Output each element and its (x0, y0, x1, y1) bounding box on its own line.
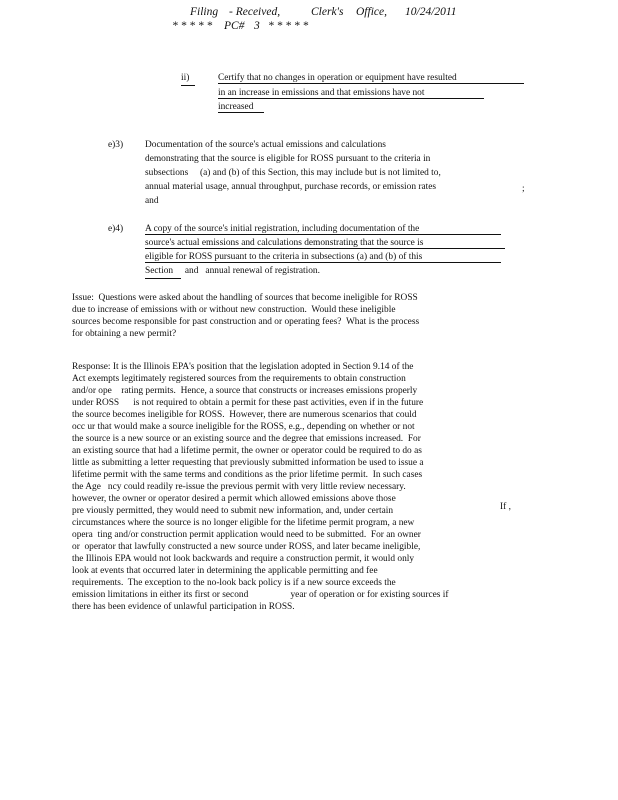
item-e4-line: Section and annual renewal of registration. (145, 266, 320, 276)
response-line: under ROSS is not required to obtain a permit for these past activities, even if in the future (72, 398, 424, 408)
item-e3-marker: e)3) (108, 140, 124, 150)
response-line: an existing source that had a lifetime permit, the owner or operator could be required to do as (72, 446, 422, 456)
item-ii-marker-underline (181, 85, 195, 86)
header-office: Office, (356, 6, 387, 18)
item-e3-line: Documentation of the source's actual emissions and calculations (145, 140, 386, 150)
item-e4-marker: e)4) (108, 224, 124, 234)
item-ii-line: increased (218, 103, 264, 113)
response-line: and/or ope rating permits. Hence, a source that constructs or increases emissions properly (72, 386, 418, 396)
header-date: 10/24/2011 (405, 6, 457, 18)
header-filing: Filing (190, 6, 219, 18)
response-stray-if: If , (500, 502, 511, 512)
item-e4-section-underline (145, 278, 181, 279)
item-e4-line: A copy of the source's initial registration, including documentation of the (145, 225, 501, 235)
item-e4-line: eligible for ROSS pursuant to the criteria in subsections (a) and (b) of this (145, 253, 501, 263)
response-line: Act exempts legitimately registered sources from the requirements to obtain construction (72, 374, 406, 384)
response-line: the source becomes ineligible for ROSS. However, there are numerous scenarios that could (72, 410, 417, 420)
response-line: emission limitations in either its first or second year of operation or for existing sources if (72, 590, 449, 600)
header-pc-number: 3 (254, 20, 260, 32)
header-clerks: Clerk's (311, 6, 344, 18)
item-ii-line: Certify that no changes in operation or equipment have resulted (218, 74, 524, 84)
response-line: little as submitting a letter requesting that previously submitted information be used to issue a (72, 458, 424, 468)
item-ii-marker: ii) (181, 73, 190, 83)
response-line: the source is a new source or an existing source and the degree that emissions increased. For (72, 434, 421, 444)
response-line: requirements. The exception to the no-look back policy is if a new source exceeds the (72, 578, 396, 588)
issue-line: for obtaining a new permit? (72, 329, 177, 339)
issue-line: Issue: Questions were asked about the handling of sources that become ineligible for ROSS (72, 293, 418, 303)
response-line: pre viously permitted, they would need to submit new information, and, under certain (72, 506, 394, 516)
response-line: occ ur that would make a source ineligible for the ROSS, e.g., depending on whether or not (72, 422, 415, 432)
item-e4-line: source's actual emissions and calculations demonstrating that the source is (145, 239, 505, 249)
item-e3-line: subsections (a) and (b) of this Section, this may include but is not limited to, (145, 168, 441, 178)
response-line: circumstances where the source is no longer eligible for the lifetime permit program, a new (72, 518, 415, 528)
item-e3-line: and (145, 196, 159, 206)
response-line: opera ting and/or construction permit application would need to be submitted. For an owner (72, 530, 421, 540)
response-line: the Age ncy could readily re-issue the previous permit with very little review necessary. (72, 482, 406, 492)
issue-line: sources become responsible for past construction and or operating fees? What is the process (72, 317, 420, 327)
response-line: however, the owner or operator desired a permit which allowed emissions above those (72, 494, 396, 504)
header-stars-right: * * * * * (268, 20, 309, 32)
response-line: there has been evidence of unlawful participation in ROSS. (72, 602, 295, 612)
response-line: lifetime permit with the same terms and conditions as the prior lifetime permit. In such cases (72, 470, 423, 480)
item-e3-trailing-semicolon: ; (522, 184, 525, 194)
header-received: - Received, (229, 6, 281, 18)
header-pc-label: PC# (224, 20, 245, 32)
issue-line: due to increase of emissions with or without new construction. Would these ineligible (72, 305, 396, 315)
item-e3-line: demonstrating that the source is eligible for ROSS pursuant to the criteria in (145, 154, 431, 164)
item-e3-line: annual material usage, annual throughput, purchase records, or emission rates (145, 182, 437, 192)
header-stars-left: * * * * * (172, 20, 213, 32)
response-line: look at events that occurred later in determining the applicable permitting and fee (72, 566, 378, 576)
response-line: the Illinois EPA would not look backwards and require a construction permit, it would only (72, 554, 415, 564)
response-line: or operator that lawfully constructed a new source under ROSS, and later became ineligible, (72, 542, 421, 552)
response-line: Response: It is the Illinois EPA's position that the legislation adopted in Section 9.14 of the (72, 362, 414, 372)
item-ii-line: in an increase in emissions and that emissions have not (218, 89, 484, 99)
